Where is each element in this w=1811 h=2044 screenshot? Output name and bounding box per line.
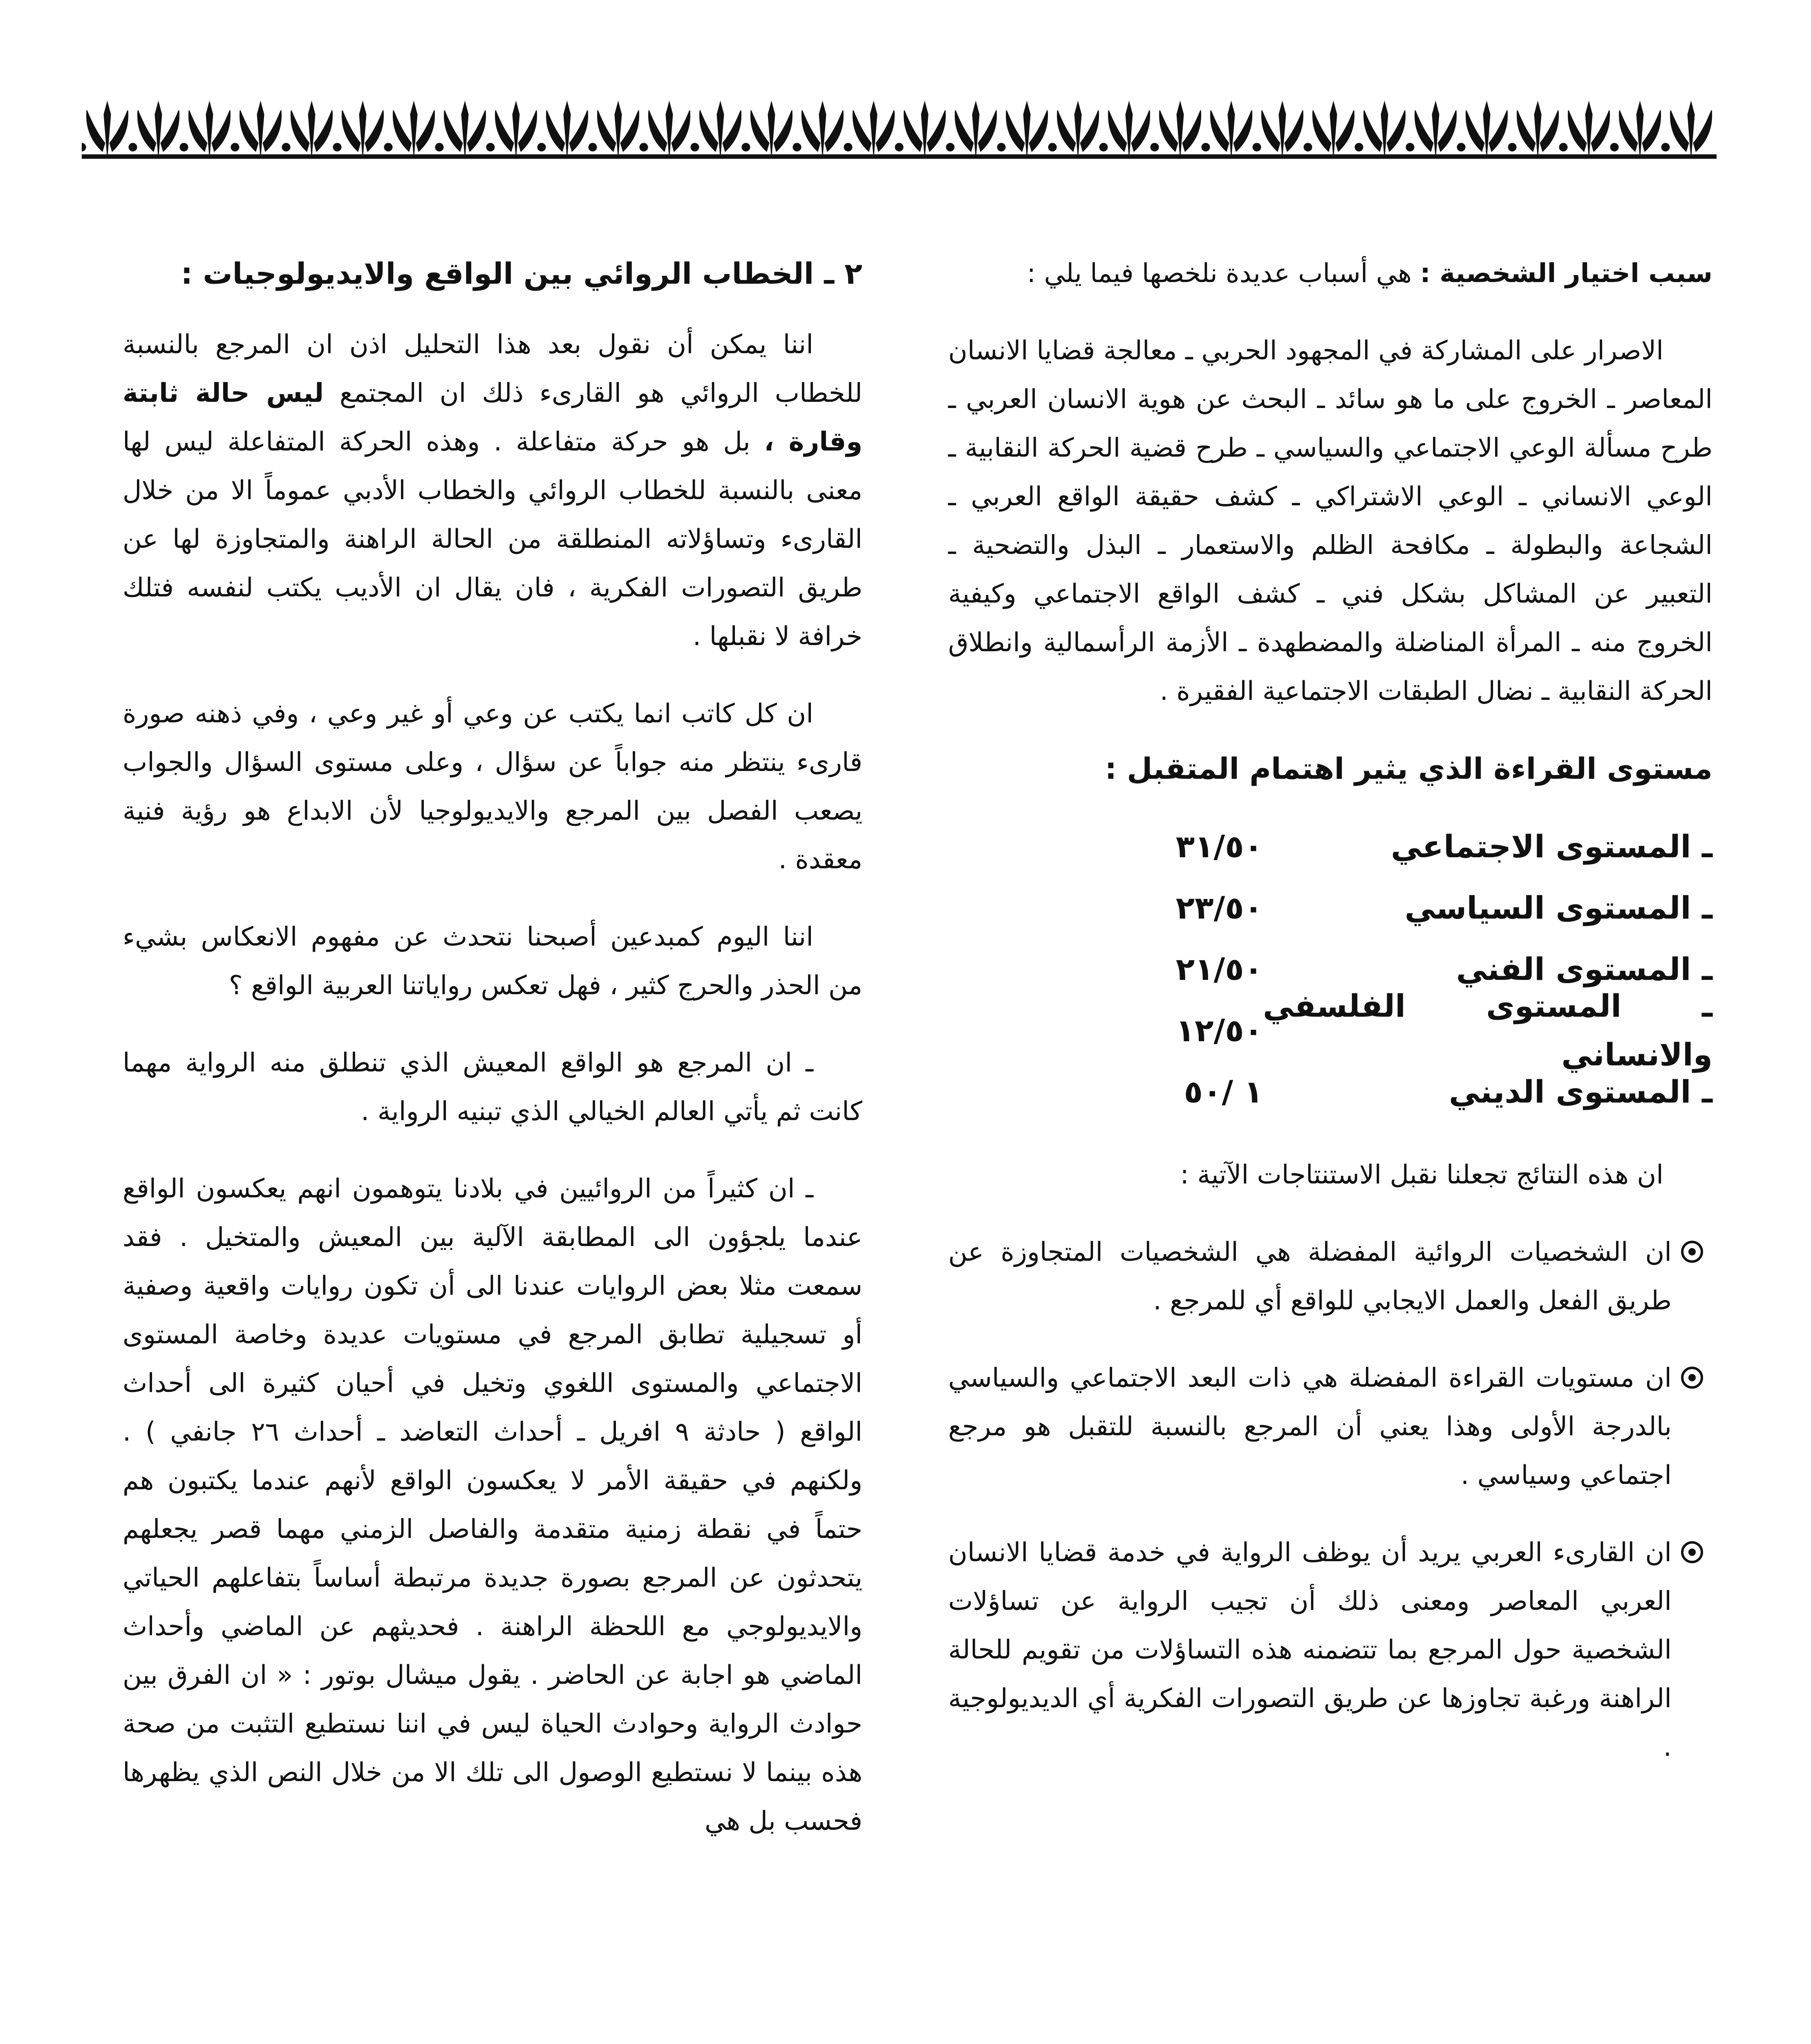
ornament-motif (291, 102, 332, 155)
ornament-dot (589, 143, 597, 151)
ornament-dot (1151, 143, 1159, 151)
ornament-dot (1508, 143, 1516, 151)
ornament-dot (333, 143, 341, 151)
ornament-dot (1559, 143, 1567, 151)
level-item (948, 988, 1713, 1073)
ornament-dot (1048, 143, 1057, 151)
level-name: ـ المستوى الفني (1456, 950, 1713, 987)
ornament-motif (1313, 102, 1354, 155)
ornament-motif (1262, 102, 1303, 155)
circled-dot-bullet-icon (1672, 1354, 1713, 1390)
ornament-motif (1619, 102, 1661, 155)
level-value: ٣١/٥٠ (1175, 828, 1263, 865)
level-name: ـ المستوى الاجتماعي (1391, 828, 1713, 865)
ornament-dot (129, 143, 137, 151)
level-name: ـ المستوى الفلسفي والانساني (1263, 988, 1713, 1073)
ornament-motif (1057, 102, 1099, 155)
body-paragraph: ـ ان كثيراً من الروائيين في بلادنا يتوهمون انهم يعكسون الواقع عندما يلجؤون الى المطابقة الآلية بين المعيش والمتخيل . فقد سمعت مثلا بعض الروايات عندنا الى أن تكون روايات واقعية وصفية أو تسجيلية تطابق المرجع في مستويات عديدة وخاصة المستوى الاجتماعي والمستوى اللغوي وتخيل في أحيان كثيرة الى أحداث الواقع ( حادثة ٩ افريل ـ أحداث التعاضد ـ أحداث ٢٦ جانفي ) . ولكنهم في حقيقة الأمر لا يعكسون الواقع لأنهم عندما يكتبون هم حتماً في نقطة زمنية متقدمة والفاصل الزمني مهما قصر يجعلهم يتحدثون عن المرجع بصورة جديدة مرتبطة أساساً بتفاعلهم الحياتي والايديولوجي مع اللحظة الراهنة . فحديثهم عن الماضي وأحداث الماضي هو اجابة عن الحاضر . يقول ميشال بوتور : « ان الفرق بين حوادث الرواية وحوادث الحياة ليس في اننا نستطيع التثبت من صحة هذه بينما لا نستطيع الوصول الى تلك الا من خلال النص الذي يظهرها فحسب بل هي (123, 1174, 863, 1836)
level-name: ـ المستوى الديني (1448, 1073, 1713, 1110)
ornament-motif (342, 102, 383, 155)
conclusion-text: ان مستويات القراءة المفضلة هي ذات البعد الاجتماعي والسياسي بالدرجة الأولى وهذا يعني أن المرجع بالنسبة للتقبل هو مرجع اجتماعي وسياسي . (948, 1363, 1672, 1490)
level-name: ـ المستوى السياسي (1404, 889, 1713, 926)
ornament-motif (1517, 102, 1558, 155)
conclusion-text: ان القارىء العربي يريد أن يوظف الرواية في خدمة قضايا الانسان العربي المعاصر ومعنى ذلك أن تجيب الرواية عن تساؤلات الشخصية حول المرجع بما تتضمنه هذه التساؤلات من تقويم للحالة الراهنة ورغبة تجاوزها عن طريق التصورات الفكرية أي الديديولوجية . (948, 1537, 1672, 1762)
emphasis-text: ليس حالة ثابتة وقارة ، (123, 378, 862, 457)
level-item (948, 1061, 1713, 1122)
ornament-dot (1406, 143, 1414, 151)
ornament-motif (1364, 102, 1405, 155)
ornament-motif (1211, 102, 1252, 155)
left-column (123, 249, 862, 1874)
level-item (948, 816, 1713, 877)
ornament-baseline (82, 155, 1717, 159)
ornament-dot (844, 143, 852, 151)
ornament-dot (486, 143, 495, 151)
ornament-dot (1661, 143, 1670, 151)
ornament-motif (546, 102, 588, 155)
level-item (948, 877, 1713, 938)
ornament-motif (700, 102, 741, 155)
ornament-dot (793, 143, 801, 151)
ornament-motif (495, 102, 537, 155)
ornament-motif (853, 102, 894, 155)
ornament-motif (1466, 102, 1507, 155)
ornament-motif (955, 102, 996, 155)
conclusion-text: ان الشخصيات الروائية المفضلة هي الشخصيات المتجاوزة عن طريق الفعل والعمل الايجابي للواقع أي للمرجع . (948, 1237, 1672, 1316)
ornament-dot (1457, 143, 1465, 151)
ornament-motif (189, 102, 230, 155)
ornament-dot (282, 143, 290, 151)
ornament-dot (1304, 143, 1312, 151)
ornament-dot (82, 143, 86, 151)
ornament-dot (1099, 143, 1108, 151)
ornament-motif (649, 102, 690, 155)
section-heading: ٢ ـ الخطاب الروائي بين الواقع والايديولوجيات : (181, 256, 862, 291)
conclusion-item (948, 1354, 1713, 1500)
ornament-motif (1670, 102, 1712, 155)
circled-dot-bullet-icon (1672, 1529, 1713, 1564)
paragraph-text: بل هو حركة متفاعلة . وهذه الحركة المتفاعلة ليس لها معنى بالنسبة للخطاب الروائي والخطاب الأدبي عموماً الا من خلال القارىء وتساؤلاته المنطلقة من الحالة الراهنة والمتجاوزة لها عن طريق التصورات الفكرية ، فان يقال ان الأديب يكتب لنفسه فتلك خرافة لا نقبلها . (123, 427, 862, 652)
ornament-motif (751, 102, 792, 155)
levels-heading: مستوى القراءة الذي يثير اهتمام المتقبل : (1105, 751, 1713, 786)
ornament-dot (435, 143, 443, 151)
ornament-dot (384, 143, 392, 151)
conclusion-item (948, 1529, 1713, 1772)
conclusion-item (948, 1228, 1713, 1325)
ornament-motif (138, 102, 179, 155)
ornament-dot (742, 143, 750, 151)
ornament-motif (598, 102, 639, 155)
ornament-motif (1160, 102, 1201, 155)
body-paragraph: اننا اليوم كمبدعين أصبحنا نتحدث عن مفهوم الانعكاس بشيء من الحذر والحرج كثير ، فهل تعكس رواياتنا العربية الواقع ؟ (123, 922, 862, 1001)
level-value: ٢١/٥٠ (1175, 950, 1263, 987)
ornament-motif (393, 102, 434, 155)
ornament-dot (1253, 143, 1261, 151)
ornament-dot (1202, 143, 1210, 151)
paragraph-text: اننا يمكن أن نقول بعد هذا التحليل اذن ان المرجع بالنسبة للخطاب الروائي هو القارىء ذلك ان المجتمع (123, 329, 862, 408)
ornament-dot (691, 143, 699, 151)
intro-paragraph (948, 249, 1713, 298)
ornament-motif (87, 102, 128, 155)
level-value: ١ /٥٠ (1184, 1073, 1263, 1110)
ornament-dot (1610, 143, 1618, 151)
body-paragraph: ـ ان المرجع هو الواقع المعيش الذي تنطلق منه الرواية مهما كانت ثم يأتي العالم الخيالي الذي تبنيه الرواية . (123, 1048, 862, 1127)
ornament-motif (240, 102, 281, 155)
circled-dot-bullet-icon (1672, 1228, 1713, 1264)
ornament-dot (997, 143, 1005, 151)
conclusion-intro: ان هذه النتائج تجعلنا نقبل الاستنتاجات الآتية : (1180, 1160, 1663, 1190)
ornament-motif (1415, 102, 1456, 155)
ornament-motif (1108, 102, 1150, 155)
body-paragraph (123, 320, 862, 661)
ornament-dot (231, 143, 239, 151)
ornament-motif (444, 102, 486, 155)
ornament-motif (904, 102, 945, 155)
reasons-paragraph: الاصرار على المشاركة في المجهود الحربي ـ معالجة قضايا الانسان المعاصر ـ الخروج على ما هو سائد ـ البحث عن هوية الانسان العربي ـ طرح مسألة الوعي الاجتماعي والسياسي ـ طرح قضية الحركة النقابية ـ الوعي الانساني ـ الوعي الاشتراكي ـ كشف حقيقة الواقع العربي ـ الشجاعة والبطولة ـ مكافحة الظلم والاستعمار ـ البذل والتضحية ـ التعبير عن المشاكل بشكل فني ـ كشف الواقع الاجتماعي وكيفية الخروج منه ـ المرأة المناضلة والمضطهدة ـ الأزمة الرأسمالية وانطلاق الحركة النقابية ـ نضال الطبقات الاجتماعية الفقيرة . (948, 336, 1713, 706)
body-paragraph: ان كل كاتب انما يكتب عن وعي أو غير وعي ، وفي ذهنه صورة قارىء ينتظر منه جواباً عن سؤال ، وعلى مستوى السؤال والجواب يصعب الفصل بين المرجع والايديولوجيا لأن الابداع هو رؤية فنية معقدة . (123, 699, 862, 875)
level-value: ٢٣/٥٠ (1175, 889, 1263, 926)
ornament-dot (1355, 143, 1363, 151)
level-value: ١٢/٥٠ (1175, 1012, 1263, 1049)
ornament-motif (1568, 102, 1610, 155)
ornament-dot (640, 143, 648, 151)
reading-levels-list (948, 816, 1713, 1122)
intro-heading: سبب اختيار الشخصية : (1420, 258, 1713, 289)
intro-text: هي أسباب عديدة نلخصها فيما يلي : (1027, 258, 1412, 289)
decorative-ornament-border (82, 98, 1717, 159)
ornament-motif (1006, 102, 1048, 155)
ornament-dot (895, 143, 903, 151)
ornament-dot (180, 143, 188, 151)
ornament-dot (946, 143, 954, 151)
right-column (948, 249, 1713, 1800)
ornament-dot (537, 143, 546, 151)
ornament-motif (802, 102, 843, 155)
